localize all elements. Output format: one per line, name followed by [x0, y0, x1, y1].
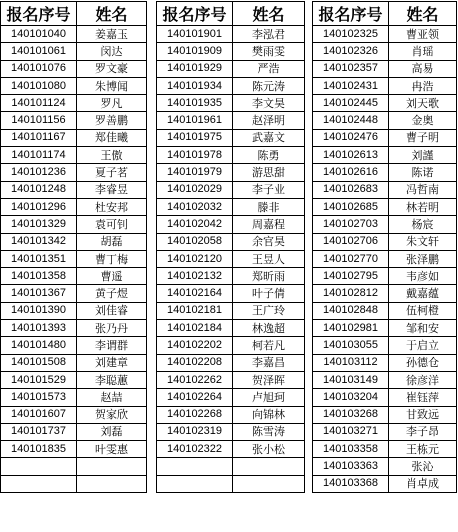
table-row [1, 60, 147, 77]
table-row [1, 389, 147, 406]
table-row [313, 233, 457, 250]
registration-number-cell: 140102208 [157, 354, 233, 371]
table-row [313, 60, 457, 77]
table-row [157, 77, 305, 94]
table-row [1, 475, 147, 492]
table-row [1, 77, 147, 94]
student-name-cell: 王广玲 [233, 302, 305, 319]
student-name-cell: 邹和安 [389, 320, 457, 337]
registration-number-cell [1, 458, 77, 475]
student-name-cell: 樊雨雯 [233, 43, 305, 60]
student-name-cell: 陈雪涛 [233, 423, 305, 440]
student-name-cell: 李嘉昌 [233, 354, 305, 371]
table-row [1, 95, 147, 112]
table-row [313, 285, 457, 302]
registration-number-cell: 140101607 [1, 406, 77, 423]
table-row [1, 268, 147, 285]
registration-number-cell: 140101935 [157, 95, 233, 112]
registration-number-cell: 140101358 [1, 268, 77, 285]
registration-number-cell: 140101342 [1, 233, 77, 250]
registration-number-cell: 140101480 [1, 337, 77, 354]
registration-number-cell: 140102181 [157, 302, 233, 319]
registration-number-cell: 140102326 [313, 43, 389, 60]
student-name-cell: 刘磊 [77, 423, 147, 440]
student-name-cell [77, 458, 147, 475]
registration-number-cell: 140102319 [157, 423, 233, 440]
student-name-cell: 陈诺 [389, 164, 457, 181]
registration-number-cell: 140101367 [1, 285, 77, 302]
registration-number-cell: 140101076 [1, 60, 77, 77]
table-row [1, 181, 147, 198]
student-name-cell: 柯若凡 [233, 337, 305, 354]
table-row [157, 337, 305, 354]
roster-table-2 [156, 1, 305, 493]
student-name-cell: 李文昊 [233, 95, 305, 112]
registration-number-cell: 140103358 [313, 441, 389, 458]
registration-number-cell: 140102132 [157, 268, 233, 285]
header-name: 姓名 [389, 2, 457, 26]
student-name-cell: 闵达 [77, 43, 147, 60]
header-name: 姓名 [77, 2, 147, 26]
registration-number-cell: 140102795 [313, 268, 389, 285]
student-name-cell: 于启立 [389, 337, 457, 354]
registration-number-cell: 140101248 [1, 181, 77, 198]
table-row [313, 43, 457, 60]
student-name-cell [233, 475, 305, 492]
table-row [157, 216, 305, 233]
table-row [1, 164, 147, 181]
table-row [313, 129, 457, 146]
registration-number-cell: 140101975 [157, 129, 233, 146]
registration-number-cell: 140101167 [1, 129, 77, 146]
student-name-cell: 李子昂 [389, 423, 457, 440]
student-name-cell: 徐彦洋 [389, 371, 457, 388]
student-name-cell: 刘佳睿 [77, 302, 147, 319]
registration-number-cell [1, 475, 77, 492]
table-row [1, 43, 147, 60]
table-row [313, 147, 457, 164]
student-name-cell: 游思甜 [233, 164, 305, 181]
table-row [157, 475, 305, 492]
student-name-cell: 叶雯惠 [77, 441, 147, 458]
student-name-cell: 韦彦如 [389, 268, 457, 285]
table-row [1, 371, 147, 388]
table-row [1, 406, 147, 423]
registration-number-cell: 140103055 [313, 337, 389, 354]
registration-number-cell: 140102445 [313, 95, 389, 112]
table-row [313, 441, 457, 458]
table-row [157, 129, 305, 146]
table-row [313, 164, 457, 181]
student-name-cell: 林逸超 [233, 320, 305, 337]
table-row [157, 354, 305, 371]
student-name-cell: 林若明 [389, 198, 457, 215]
table-row [313, 423, 457, 440]
student-name-cell: 李子业 [233, 181, 305, 198]
registration-number-cell: 140102264 [157, 389, 233, 406]
registration-number-cell: 140102322 [157, 441, 233, 458]
table-row [313, 95, 457, 112]
registration-number-cell: 140102164 [157, 285, 233, 302]
table-row [157, 198, 305, 215]
table-row [1, 112, 147, 129]
registration-number-cell: 140101529 [1, 371, 77, 388]
student-name-cell: 李睿昱 [77, 181, 147, 198]
student-name-cell: 张乃丹 [77, 320, 147, 337]
registration-number-cell: 140101573 [1, 389, 77, 406]
student-name-cell: 黄子煜 [77, 285, 147, 302]
table-row [1, 458, 147, 475]
header-name: 姓名 [233, 2, 305, 26]
table-row [313, 354, 457, 371]
student-name-cell: 肖瑶 [389, 43, 457, 60]
student-name-cell: 孙德仓 [389, 354, 457, 371]
registration-number-cell: 140102325 [313, 26, 389, 43]
student-name-cell: 曹亚领 [389, 26, 457, 43]
table-row [1, 302, 147, 319]
header-id: 报名序号 [157, 2, 233, 26]
student-name-cell: 高易 [389, 60, 457, 77]
student-name-cell: 曹丁梅 [77, 250, 147, 267]
student-name-cell: 张泽鹏 [389, 250, 457, 267]
registration-number-cell [157, 458, 233, 475]
registration-number-cell: 140103368 [313, 475, 389, 492]
student-name-cell: 袁可钊 [77, 216, 147, 233]
table-row [157, 250, 305, 267]
registration-number-cell: 140101961 [157, 112, 233, 129]
registration-number-cell: 140101909 [157, 43, 233, 60]
registration-number-cell: 140101156 [1, 112, 77, 129]
registration-number-cell: 140101390 [1, 302, 77, 319]
table-row [1, 198, 147, 215]
table-row [157, 164, 305, 181]
registration-number-cell: 140102431 [313, 77, 389, 94]
registration-number-cell: 140101080 [1, 77, 77, 94]
table-row [313, 475, 457, 492]
table-row [313, 216, 457, 233]
student-name-cell: 夏子茗 [77, 164, 147, 181]
registration-number-cell: 140101929 [157, 60, 233, 77]
table-row [313, 371, 457, 388]
table-row [313, 268, 457, 285]
table-row [1, 441, 147, 458]
registration-number-cell: 140101296 [1, 198, 77, 215]
student-name-cell: 肖卓成 [389, 475, 457, 492]
student-name-cell: 向锦林 [233, 406, 305, 423]
registration-number-cell: 140102042 [157, 216, 233, 233]
registration-number-cell: 140101174 [1, 147, 77, 164]
student-name-cell: 朱博闻 [77, 77, 147, 94]
registration-number-cell: 140102683 [313, 181, 389, 198]
roster-table-3 [312, 1, 457, 493]
registration-number-cell: 140101329 [1, 216, 77, 233]
registration-number-cell: 140101351 [1, 250, 77, 267]
registration-number-cell: 140102476 [313, 129, 389, 146]
table-row [313, 389, 457, 406]
table-row [157, 95, 305, 112]
table-row [1, 147, 147, 164]
registration-number-cell: 140102613 [313, 147, 389, 164]
registration-number-cell: 140102448 [313, 112, 389, 129]
registration-number-cell: 140101835 [1, 441, 77, 458]
student-name-cell: 胡磊 [77, 233, 147, 250]
student-name-cell: 罗凡 [77, 95, 147, 112]
table-row [313, 458, 457, 475]
table-row [313, 337, 457, 354]
table-row [157, 112, 305, 129]
registration-number-cell: 140102202 [157, 337, 233, 354]
registration-number-cell: 140101061 [1, 43, 77, 60]
table-row [1, 216, 147, 233]
student-name-cell: 王昱人 [233, 250, 305, 267]
table-row [157, 285, 305, 302]
registration-number-cell: 140102268 [157, 406, 233, 423]
student-name-cell: 罗文豪 [77, 60, 147, 77]
registration-number-cell: 140101040 [1, 26, 77, 43]
table-row [313, 112, 457, 129]
registration-number-cell: 140103363 [313, 458, 389, 475]
registration-number-cell: 140103268 [313, 406, 389, 423]
table-row [157, 302, 305, 319]
registration-number-cell: 140102685 [313, 198, 389, 215]
registration-number-cell: 140101979 [157, 164, 233, 181]
student-name-cell: 冉浩 [389, 77, 457, 94]
table-row [1, 423, 147, 440]
student-name-cell: 甘致远 [389, 406, 457, 423]
table-row [157, 268, 305, 285]
table-row [157, 233, 305, 250]
student-name-cell: 金奥 [389, 112, 457, 129]
student-name-cell: 刘謹 [389, 147, 457, 164]
student-name-cell: 郑昕雨 [233, 268, 305, 285]
table-row [313, 406, 457, 423]
student-name-cell: 朱文轩 [389, 233, 457, 250]
student-name-cell: 崔钰萍 [389, 389, 457, 406]
student-name-cell: 赵泽明 [233, 112, 305, 129]
table-row [1, 250, 147, 267]
table-row [1, 320, 147, 337]
registration-number-cell: 140102029 [157, 181, 233, 198]
table-row [313, 26, 457, 43]
table-row [157, 43, 305, 60]
table-row [1, 354, 147, 371]
student-name-cell [77, 475, 147, 492]
registration-number-cell: 140101901 [157, 26, 233, 43]
registration-number-cell: 140102812 [313, 285, 389, 302]
student-name-cell: 贺家欣 [77, 406, 147, 423]
student-name-cell: 陈元涛 [233, 77, 305, 94]
registration-number-cell: 140103204 [313, 389, 389, 406]
student-name-cell: 曹遥 [77, 268, 147, 285]
student-name-cell: 曹子明 [389, 129, 457, 146]
registration-number-cell: 140102981 [313, 320, 389, 337]
student-name-cell: 周嘉程 [233, 216, 305, 233]
header-id: 报名序号 [313, 2, 389, 26]
student-name-cell: 戴嘉蕴 [389, 285, 457, 302]
registration-number-cell: 140102706 [313, 233, 389, 250]
registration-number-cell: 140101737 [1, 423, 77, 440]
table-row [157, 406, 305, 423]
registration-number-cell: 140103271 [313, 423, 389, 440]
table-row [157, 371, 305, 388]
student-name-cell: 刘天歌 [389, 95, 457, 112]
student-name-cell: 严浩 [233, 60, 305, 77]
header-id: 报名序号 [1, 2, 77, 26]
student-name-cell: 王傲 [77, 147, 147, 164]
student-name-cell: 姜嘉玉 [77, 26, 147, 43]
header-row [313, 2, 457, 26]
registration-number-cell: 140102032 [157, 198, 233, 215]
student-name-cell [233, 458, 305, 475]
registration-number-cell: 140101978 [157, 147, 233, 164]
student-name-cell: 王栋元 [389, 441, 457, 458]
table-row [157, 60, 305, 77]
student-name-cell: 赵喆 [77, 389, 147, 406]
student-name-cell: 滕非 [233, 198, 305, 215]
registration-number-cell: 140102770 [313, 250, 389, 267]
student-name-cell: 李泓君 [233, 26, 305, 43]
registration-number-cell: 140102357 [313, 60, 389, 77]
registration-number-cell: 140103149 [313, 371, 389, 388]
student-name-cell: 张沁 [389, 458, 457, 475]
student-name-cell: 刘建章 [77, 354, 147, 371]
registration-number-cell: 140101934 [157, 77, 233, 94]
table-row [1, 233, 147, 250]
table-row [157, 423, 305, 440]
roster-table-1 [0, 1, 147, 493]
table-row [313, 250, 457, 267]
table-row [157, 320, 305, 337]
table-row [1, 285, 147, 302]
student-name-cell: 余官昊 [233, 233, 305, 250]
student-name-cell: 冯哲南 [389, 181, 457, 198]
registration-number-cell: 140101124 [1, 95, 77, 112]
registration-number-cell: 140102120 [157, 250, 233, 267]
registration-number-cell: 140102184 [157, 320, 233, 337]
table-row [313, 77, 457, 94]
student-name-cell: 郑佳曦 [77, 129, 147, 146]
table-row [1, 26, 147, 43]
student-name-cell: 叶子倩 [233, 285, 305, 302]
registration-number-cell: 140102058 [157, 233, 233, 250]
student-name-cell: 陈勇 [233, 147, 305, 164]
table-row [1, 129, 147, 146]
registration-number-cell: 140102848 [313, 302, 389, 319]
table-row [313, 198, 457, 215]
registration-number-cell: 140101236 [1, 164, 77, 181]
registration-number-cell: 140102703 [313, 216, 389, 233]
student-name-cell: 卢旭珂 [233, 389, 305, 406]
table-row [157, 441, 305, 458]
student-name-cell: 罗善鹏 [77, 112, 147, 129]
table-row [313, 320, 457, 337]
table-row [313, 302, 457, 319]
table-row [157, 181, 305, 198]
table-row [1, 337, 147, 354]
registration-number-cell: 140101393 [1, 320, 77, 337]
registration-number-cell: 140103112 [313, 354, 389, 371]
student-name-cell: 杨宸 [389, 216, 457, 233]
student-name-cell: 贺泽晖 [233, 371, 305, 388]
table-row [157, 389, 305, 406]
header-row [1, 2, 147, 26]
registration-number-cell: 140101508 [1, 354, 77, 371]
header-row [157, 2, 305, 26]
table-row [157, 147, 305, 164]
student-name-cell: 李谓群 [77, 337, 147, 354]
student-name-cell: 李聪蕙 [77, 371, 147, 388]
student-name-cell: 伍柯橙 [389, 302, 457, 319]
student-name-cell: 武嘉文 [233, 129, 305, 146]
registration-number-cell: 140102262 [157, 371, 233, 388]
student-name-cell: 张小松 [233, 441, 305, 458]
table-row [157, 458, 305, 475]
table-row [313, 181, 457, 198]
table-row [157, 26, 305, 43]
registration-number-cell [157, 475, 233, 492]
student-name-cell: 杜安邦 [77, 198, 147, 215]
registration-number-cell: 140102616 [313, 164, 389, 181]
